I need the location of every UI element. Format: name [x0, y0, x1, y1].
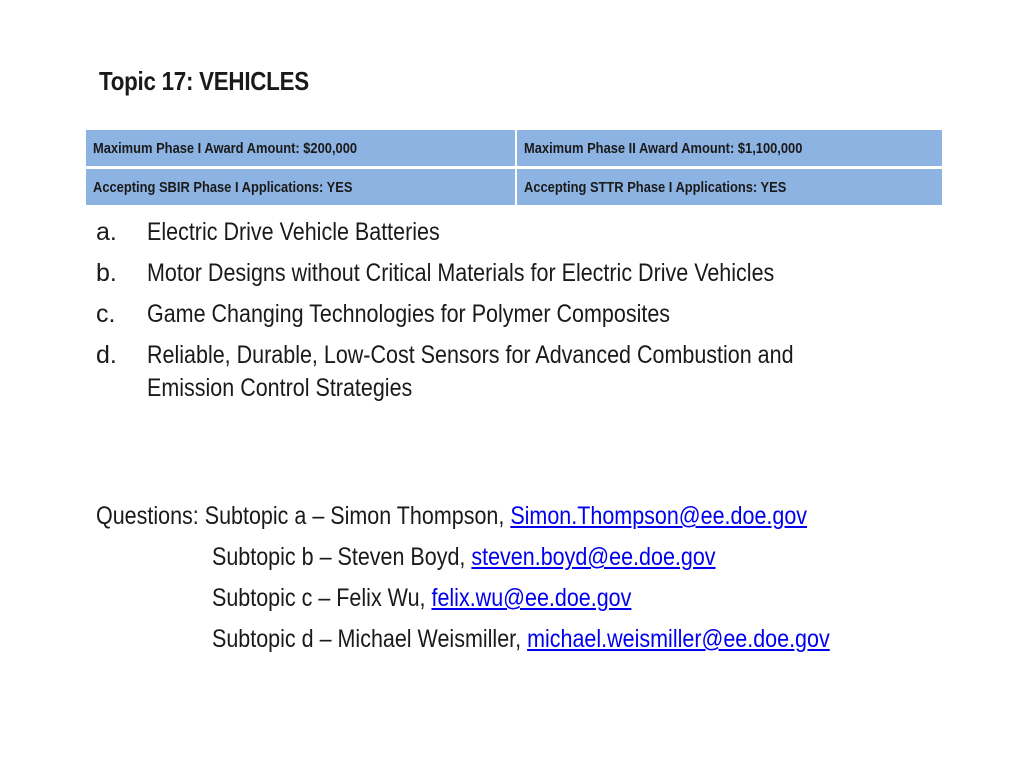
subtopic-text: Electric Drive Vehicle Batteries	[147, 218, 440, 246]
email-link[interactable]: Simon.Thompson@ee.doe.gov	[510, 502, 808, 530]
subtopic-text: Motor Designs without Critical Materials for Electric Drive Vehicles	[147, 259, 775, 287]
contact-label: Subtopic c – Felix Wu,	[212, 584, 432, 612]
cell-text: Maximum Phase II Award Amount: $1,100,000	[524, 139, 803, 157]
contact-label: Subtopic a – Simon Thompson,	[204, 502, 511, 530]
list-item	[96, 298, 976, 331]
list-marker: b.	[96, 259, 117, 287]
max-phase2-award-cell	[517, 130, 942, 169]
list-marker: a.	[96, 218, 117, 246]
table-row	[86, 130, 942, 169]
list-marker: c.	[96, 300, 116, 328]
subtopic-text: Reliable, Durable, Low-Cost Sensors for Advanced Combustion and Emission Control Strategies	[147, 341, 794, 402]
list-item	[96, 216, 976, 249]
email-link[interactable]: steven.boyd@ee.doe.gov	[471, 543, 716, 571]
award-info-table	[86, 130, 942, 208]
sttr-phase1-cell	[517, 169, 942, 208]
contact-label: Subtopic b – Steven Boyd,	[212, 543, 472, 571]
table-row	[86, 169, 942, 208]
contact-label: Subtopic d – Michael Weismiller,	[212, 625, 528, 653]
max-phase1-award-cell	[86, 130, 517, 169]
questions-section	[96, 496, 930, 660]
page-title: Topic 17: VEHICLES	[99, 66, 309, 96]
list-marker: d.	[96, 341, 117, 369]
contact-row	[212, 537, 830, 578]
email-link[interactable]: felix.wu@ee.doe.gov	[431, 584, 632, 612]
contact-row	[212, 619, 830, 660]
questions-lead: Questions:	[96, 502, 205, 530]
contact-row	[212, 578, 830, 619]
contact-row	[96, 496, 813, 537]
cell-text: Maximum Phase I Award Amount: $200,000	[93, 139, 358, 157]
subtopic-text: Game Changing Technologies for Polymer Composites	[147, 300, 671, 328]
list-item	[96, 257, 976, 290]
subtopic-list	[96, 216, 976, 413]
sbir-phase1-cell	[86, 169, 517, 208]
cell-text: Accepting SBIR Phase I Applications: YES	[93, 178, 353, 196]
cell-text: Accepting STTR Phase I Applications: YES	[524, 178, 787, 196]
list-item	[96, 339, 976, 405]
email-link[interactable]: michael.weismiller@ee.doe.gov	[527, 625, 830, 653]
